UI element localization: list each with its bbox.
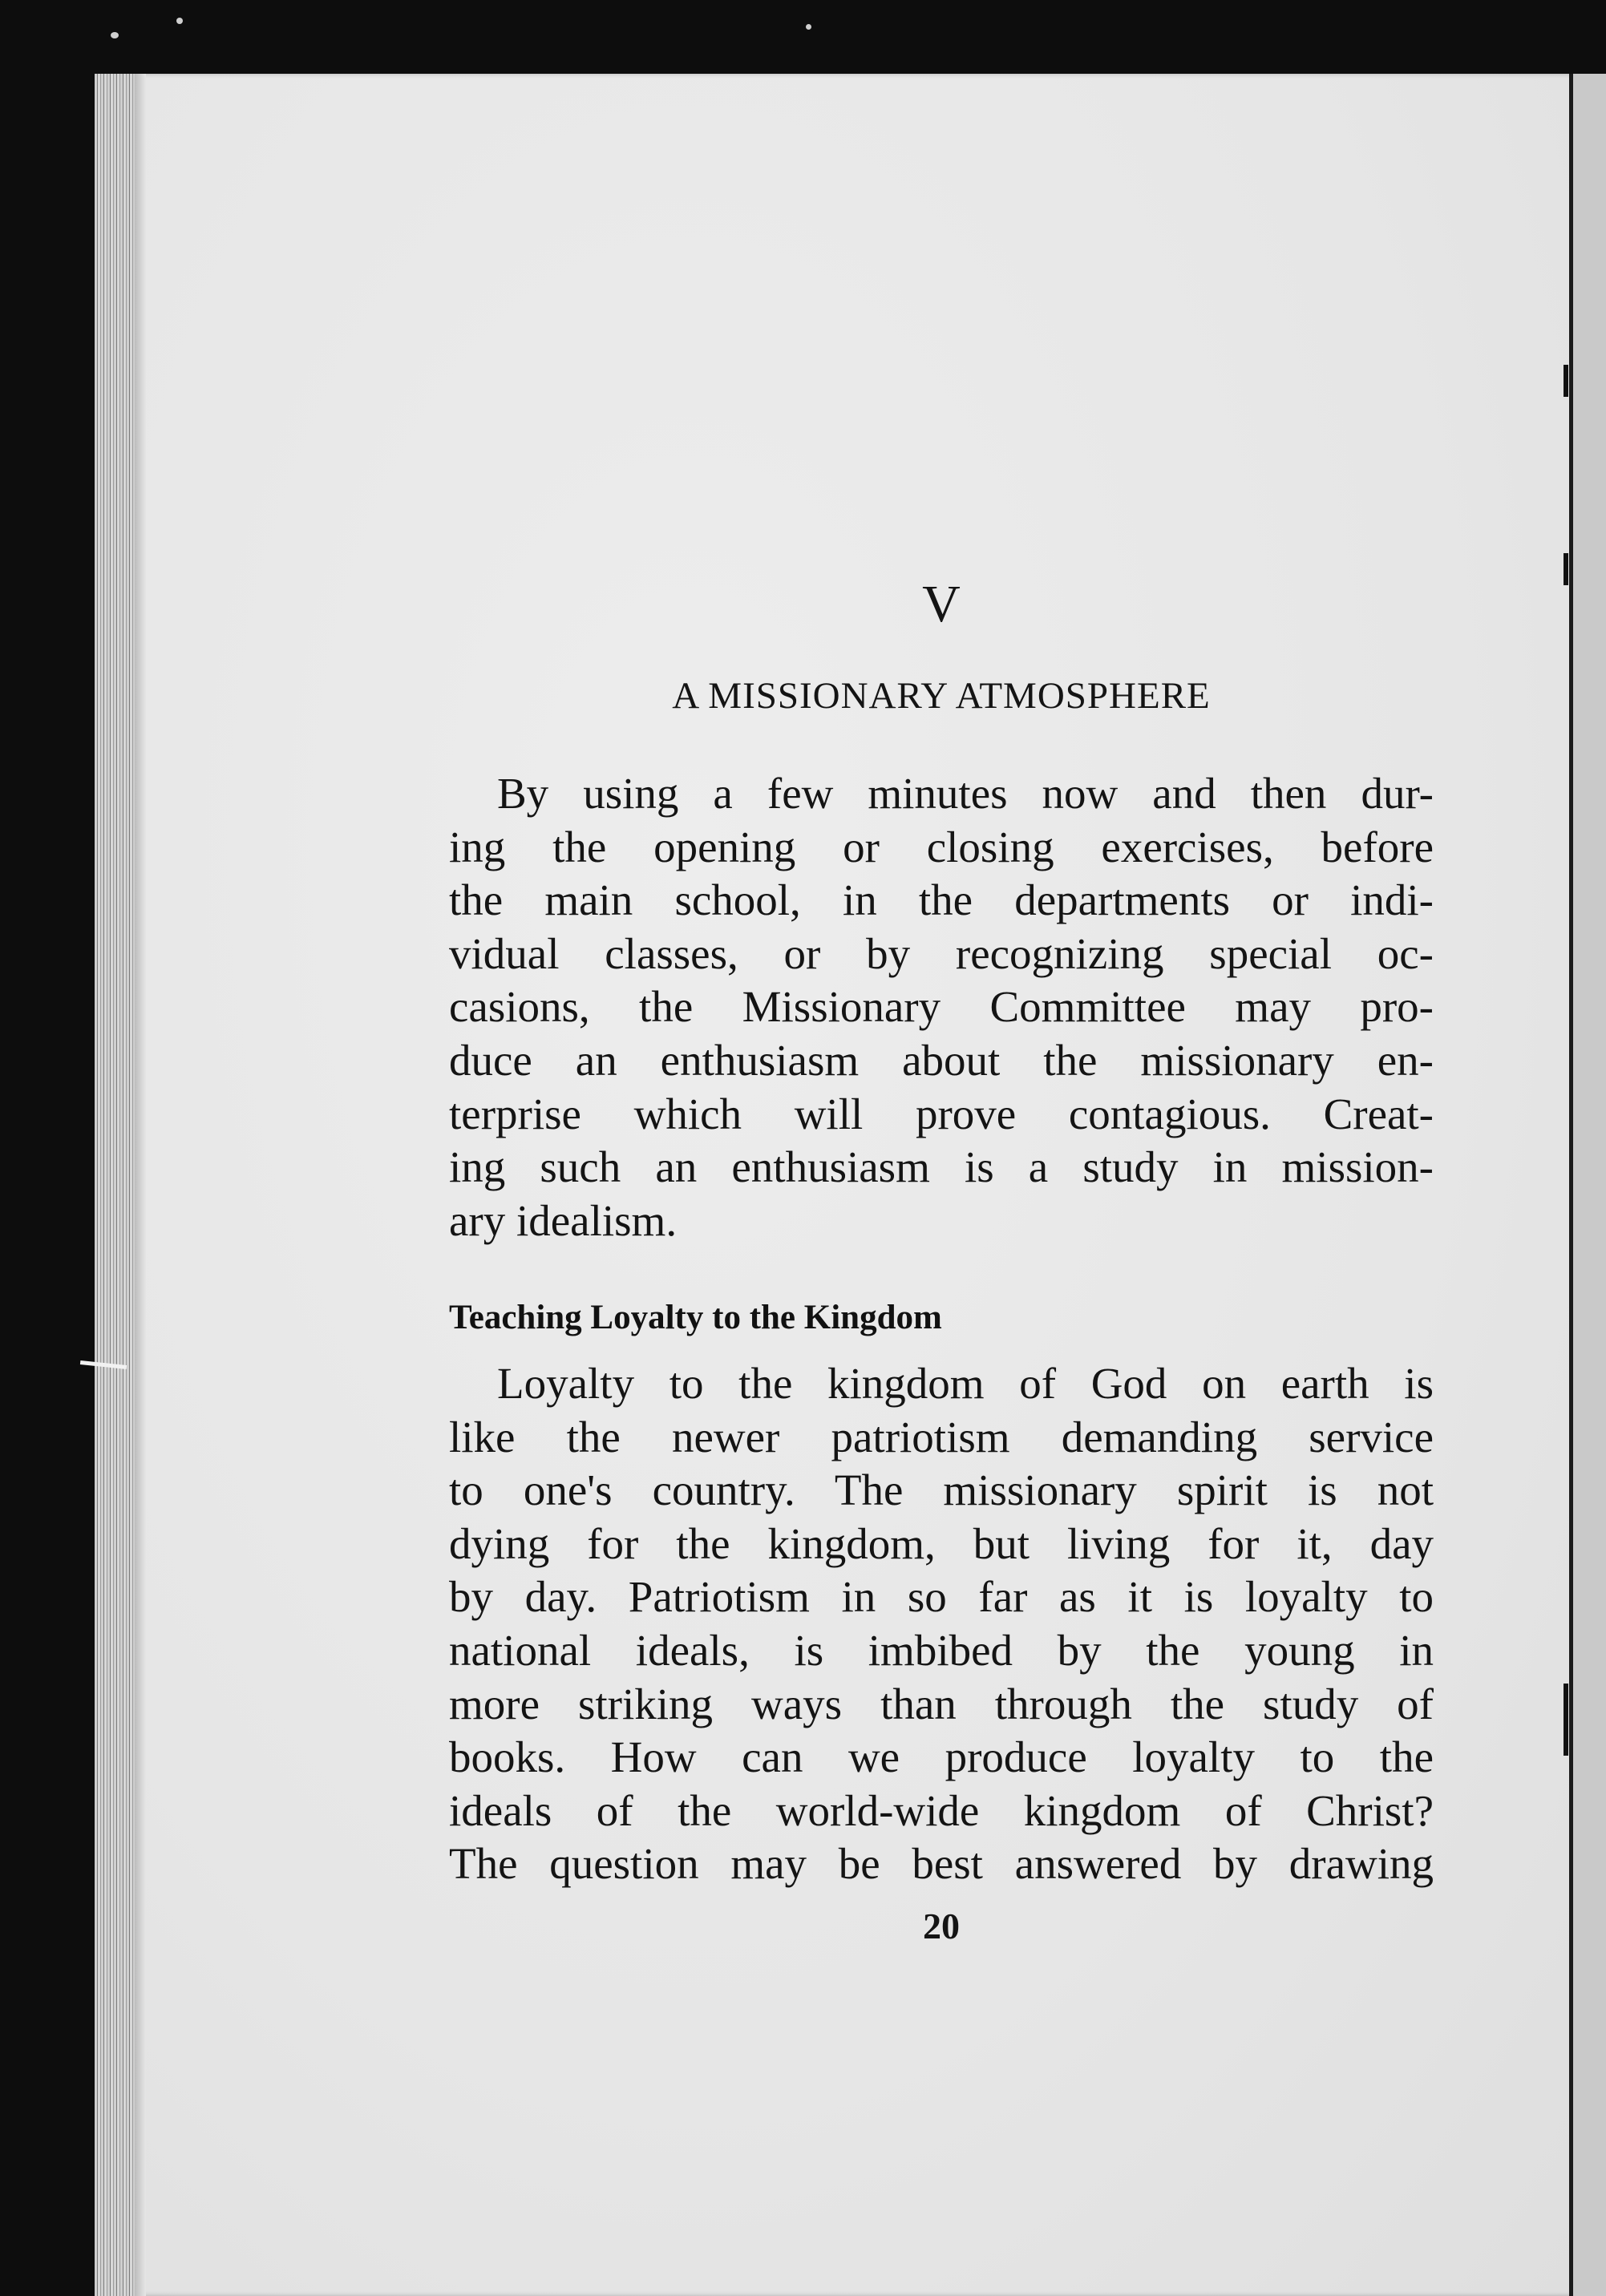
text-line: ideals of the world-wide kingdom of Christ? bbox=[449, 1785, 1434, 1835]
text-line: the main school, in the departments or indi- bbox=[449, 875, 1434, 925]
text-line: books. How can we produce loyalty to the bbox=[449, 1732, 1434, 1782]
text-line: national ideals, is imbibed by the young in bbox=[449, 1625, 1434, 1675]
chapter-number: V bbox=[922, 575, 961, 633]
text-line: dying for the kingdom, but living for it, day bbox=[449, 1518, 1434, 1568]
page-edge-stack bbox=[95, 74, 136, 2296]
text-line: by day. Patriotism in so far as it is loyalty to bbox=[449, 1572, 1434, 1622]
text-line: casions, the Missionary Committee may pro- bbox=[449, 982, 1434, 1032]
text-line: terprise which will prove contagious. Creat- bbox=[449, 1089, 1434, 1138]
gutter-tick bbox=[1564, 1684, 1568, 1756]
scan-speck bbox=[176, 18, 183, 24]
facing-page-strip bbox=[1573, 74, 1606, 2296]
section-heading: Teaching Loyalty to the Kingdom bbox=[449, 1299, 942, 1336]
text-line: more striking ways than through the study of bbox=[449, 1679, 1434, 1728]
text-line: ing the opening or closing exercises, before bbox=[449, 822, 1434, 871]
text-line: By using a few minutes now and then dur- bbox=[497, 769, 1434, 818]
scan-speck bbox=[111, 32, 119, 38]
text-line: ary idealism. bbox=[449, 1195, 678, 1245]
paragraph-intro bbox=[449, 767, 1434, 1247]
text-line: like the newer patriotism demanding service bbox=[449, 1412, 1434, 1461]
gutter-line bbox=[1569, 74, 1573, 2296]
page-edge-shade bbox=[135, 74, 146, 2296]
text-line: to one's country. The missionary spirit is not bbox=[449, 1465, 1434, 1515]
page-number: 20 bbox=[923, 1906, 960, 1946]
chapter-title: A MISSIONARY ATMOSPHERE bbox=[672, 675, 1211, 717]
gutter-tick bbox=[1564, 553, 1568, 585]
paragraph-loyalty bbox=[449, 1357, 1434, 1891]
gutter-tick bbox=[1564, 365, 1568, 397]
text-line: ing such an enthusiasm is a study in mission- bbox=[449, 1142, 1434, 1192]
text-line: vidual classes, or by recognizing special oc- bbox=[449, 928, 1434, 978]
text-line: duce an enthusiasm about the missionary en- bbox=[449, 1035, 1434, 1085]
text-line: The question may be best answered by drawing bbox=[449, 1839, 1434, 1889]
text-line: Loyalty to the kingdom of God on earth is bbox=[497, 1359, 1434, 1408]
scan-speck bbox=[806, 24, 811, 30]
